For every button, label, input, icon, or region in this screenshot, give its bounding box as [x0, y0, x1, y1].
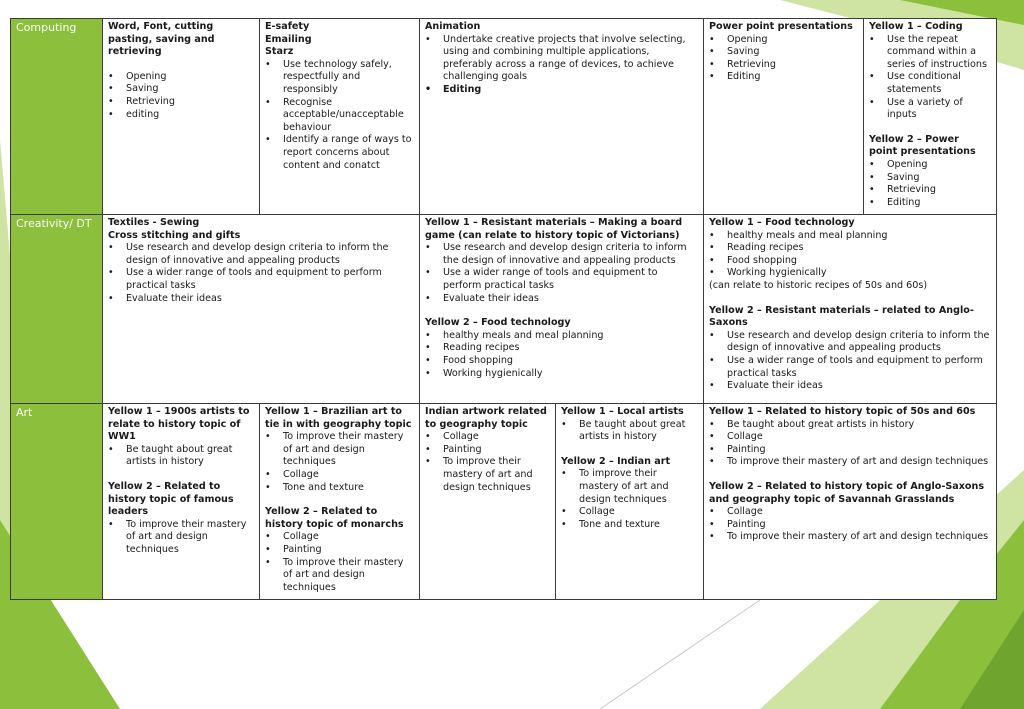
- dt-textiles-list: • Use research and develop design criteria to inform the design of innovative and appealing products • Use a wider range of tools and equipment to perform practical tasks • Evaluate their ideas: [108, 242, 413, 305]
- computing-esafety-list: • Use technology safely, respectfully and responsibly • Recognise acceptable/unacceptable behaviour • Identify a range of ways to report concerns about content and conatct: [265, 59, 413, 172]
- art-brazilian-list: • To improve their mastery of art and design techniques • Collage • Tone and texture: [265, 431, 413, 494]
- computing-word-cell: Word, Font, cutting pasting, saving and retrieving • Opening • Saving • Retrieving • editing: [102, 18, 259, 214]
- computing-animation-cell: Animation • Undertake creative projects that involve selecting, using and combining multiple applications, preferably across a range of devices, to achieve challenging goals • Editing: [419, 18, 703, 214]
- computing-word-list: • Opening • Saving • Retrieving • editing: [108, 71, 253, 121]
- dt-board-game-list: • Use research and develop design criteria to inform the design of innovative and appealing products • Use a wider range of tools and equipment to perform practical tasks • Evaluate their ideas: [425, 242, 697, 305]
- dt-food-tech-list: • healthy meals and meal planning • Reading recipes • Food shopping • Working hygienically: [709, 230, 990, 280]
- art-local-artists-list: • Be taught about great artists in history: [561, 419, 697, 444]
- section-creativity-dt: Creativity/ DT: [10, 214, 102, 403]
- art-1900s-cell: Yellow 1 – 1900s artists to relate to history topic of WW1 • Be taught about great artists in history Yellow 2 – Related to history topic of famous leaders • To improve their mastery of art and design techniques: [102, 403, 259, 599]
- dt-resistant-list: • Use research and develop design criteria to inform the design of innovative and appealing products • Use a wider range of tools and equipment to perform practical tasks • Evaluate their ideas: [709, 330, 990, 393]
- dt-textiles-cell: Textiles - Sewing Cross stitching and gifts • Use research and develop design criteria to inform the design of innovative and appealing products • Use a wider range of tools and equipment to perform practical tasks • Evaluate their ideas: [102, 214, 419, 403]
- computing-esafety-cell: E-safety Emailing Starz • Use technology safely, respectfully and responsibly • Recognise acceptable/unacceptable behaviour • Identify a range of ways to report concerns about content and conatct: [259, 18, 419, 214]
- art-indian-art-list: • To improve their mastery of art and design techniques • Collage • Tone and texture: [561, 468, 697, 531]
- art-1900s-list: • Be taught about great artists in history: [108, 444, 253, 469]
- art-indian-artwork-list: • Collage • Painting • To improve their mastery of art and design techniques: [425, 431, 549, 494]
- dt-board-game-cell: Yellow 1 – Resistant materials – Making a board game (can relate to history topic of Victorians) • Use research and develop design criteria to inform the design of innovative and appealing products • Use a wider range of tools and equipment to perform practical tasks • Evaluate their ideas Yellow 2 – Food technology • healthy meals and meal planning • Reading recipes • Food shopping • Working hygienically: [419, 214, 703, 403]
- computing-coding-list: • Use the repeat command within a series of instructions • Use conditional statements • Use a variety of inputs: [869, 34, 990, 122]
- art-indian-artwork-cell: Indian artwork related to geography topic • Collage • Painting • To improve their mastery of art and design techniques: [419, 403, 555, 599]
- art-local-artists-cell: Yellow 1 – Local artists • Be taught about great artists in history Yellow 2 – Indian art • To improve their mastery of art and design techniques • Collage • Tone and texture: [555, 403, 703, 599]
- computing-powerpoint-cell: Power point presentations • Opening • Saving • Retrieving • Editing: [703, 18, 863, 214]
- dt-food-tech-cell: Yellow 1 – Food technology • healthy meals and meal planning • Reading recipes • Food shopping • Working hygienically (can relate to historic recipes of 50s and 60s) Yellow 2 – Resistant materials – related to Anglo-Saxons • Use research and develop design criteria to inform the design of innovative and appealing products • Use a wider range of tools and equipment to perform practical tasks • Evaluate their ideas: [703, 214, 996, 403]
- section-art: Art: [10, 403, 102, 599]
- art-50s-60s-cell: Yellow 1 – Related to history topic of 50s and 60s • Be taught about great artists in history • Collage • Painting • To improve their mastery of art and design techniques Yellow 2 – Related to history topic of Anglo-Saxons and geography topic of Savannah Grasslands • Collage • Painting • To improve their mastery of art and design techniques: [703, 403, 996, 599]
- art-leaders-list: • To improve their mastery of art and design techniques: [108, 519, 253, 557]
- computing-coding-cell: Yellow 1 – Coding • Use the repeat command within a series of instructions • Use conditional statements • Use a variety of inputs Yellow 2 – Power point presentations • Opening • Saving • Retrieving • Editing: [863, 18, 996, 214]
- computing-ppt2-list: • Opening • Saving • Retrieving • Editing: [869, 159, 990, 209]
- art-monarchs-list: • Collage • Painting • To improve their mastery of art and design techniques: [265, 531, 413, 594]
- section-computing: Computing: [10, 18, 102, 214]
- computing-powerpoint-list: • Opening • Saving • Retrieving • Editing: [709, 34, 857, 84]
- art-anglo-saxons-list: • Collage • Painting • To improve their mastery of art and design techniques: [709, 506, 990, 544]
- art-brazilian-cell: Yellow 1 – Brazilian art to tie in with geography topic • To improve their mastery of art and design techniques • Collage • Tone and texture Yellow 2 – Related to history topic of monarchs • Collage • Painting • To improve their mastery of art and design techniques: [259, 403, 419, 599]
- computing-animation-list: • Undertake creative projects that involve selecting, using and combining multiple applications, preferably across a range of devices, to achieve challenging goals • Editing: [425, 34, 697, 97]
- art-50s-60s-list: • Be taught about great artists in history • Collage • Painting • To improve their mastery of art and design techniques: [709, 419, 990, 469]
- dt-food-list: • healthy meals and meal planning • Reading recipes • Food shopping • Working hygienically: [425, 330, 697, 380]
